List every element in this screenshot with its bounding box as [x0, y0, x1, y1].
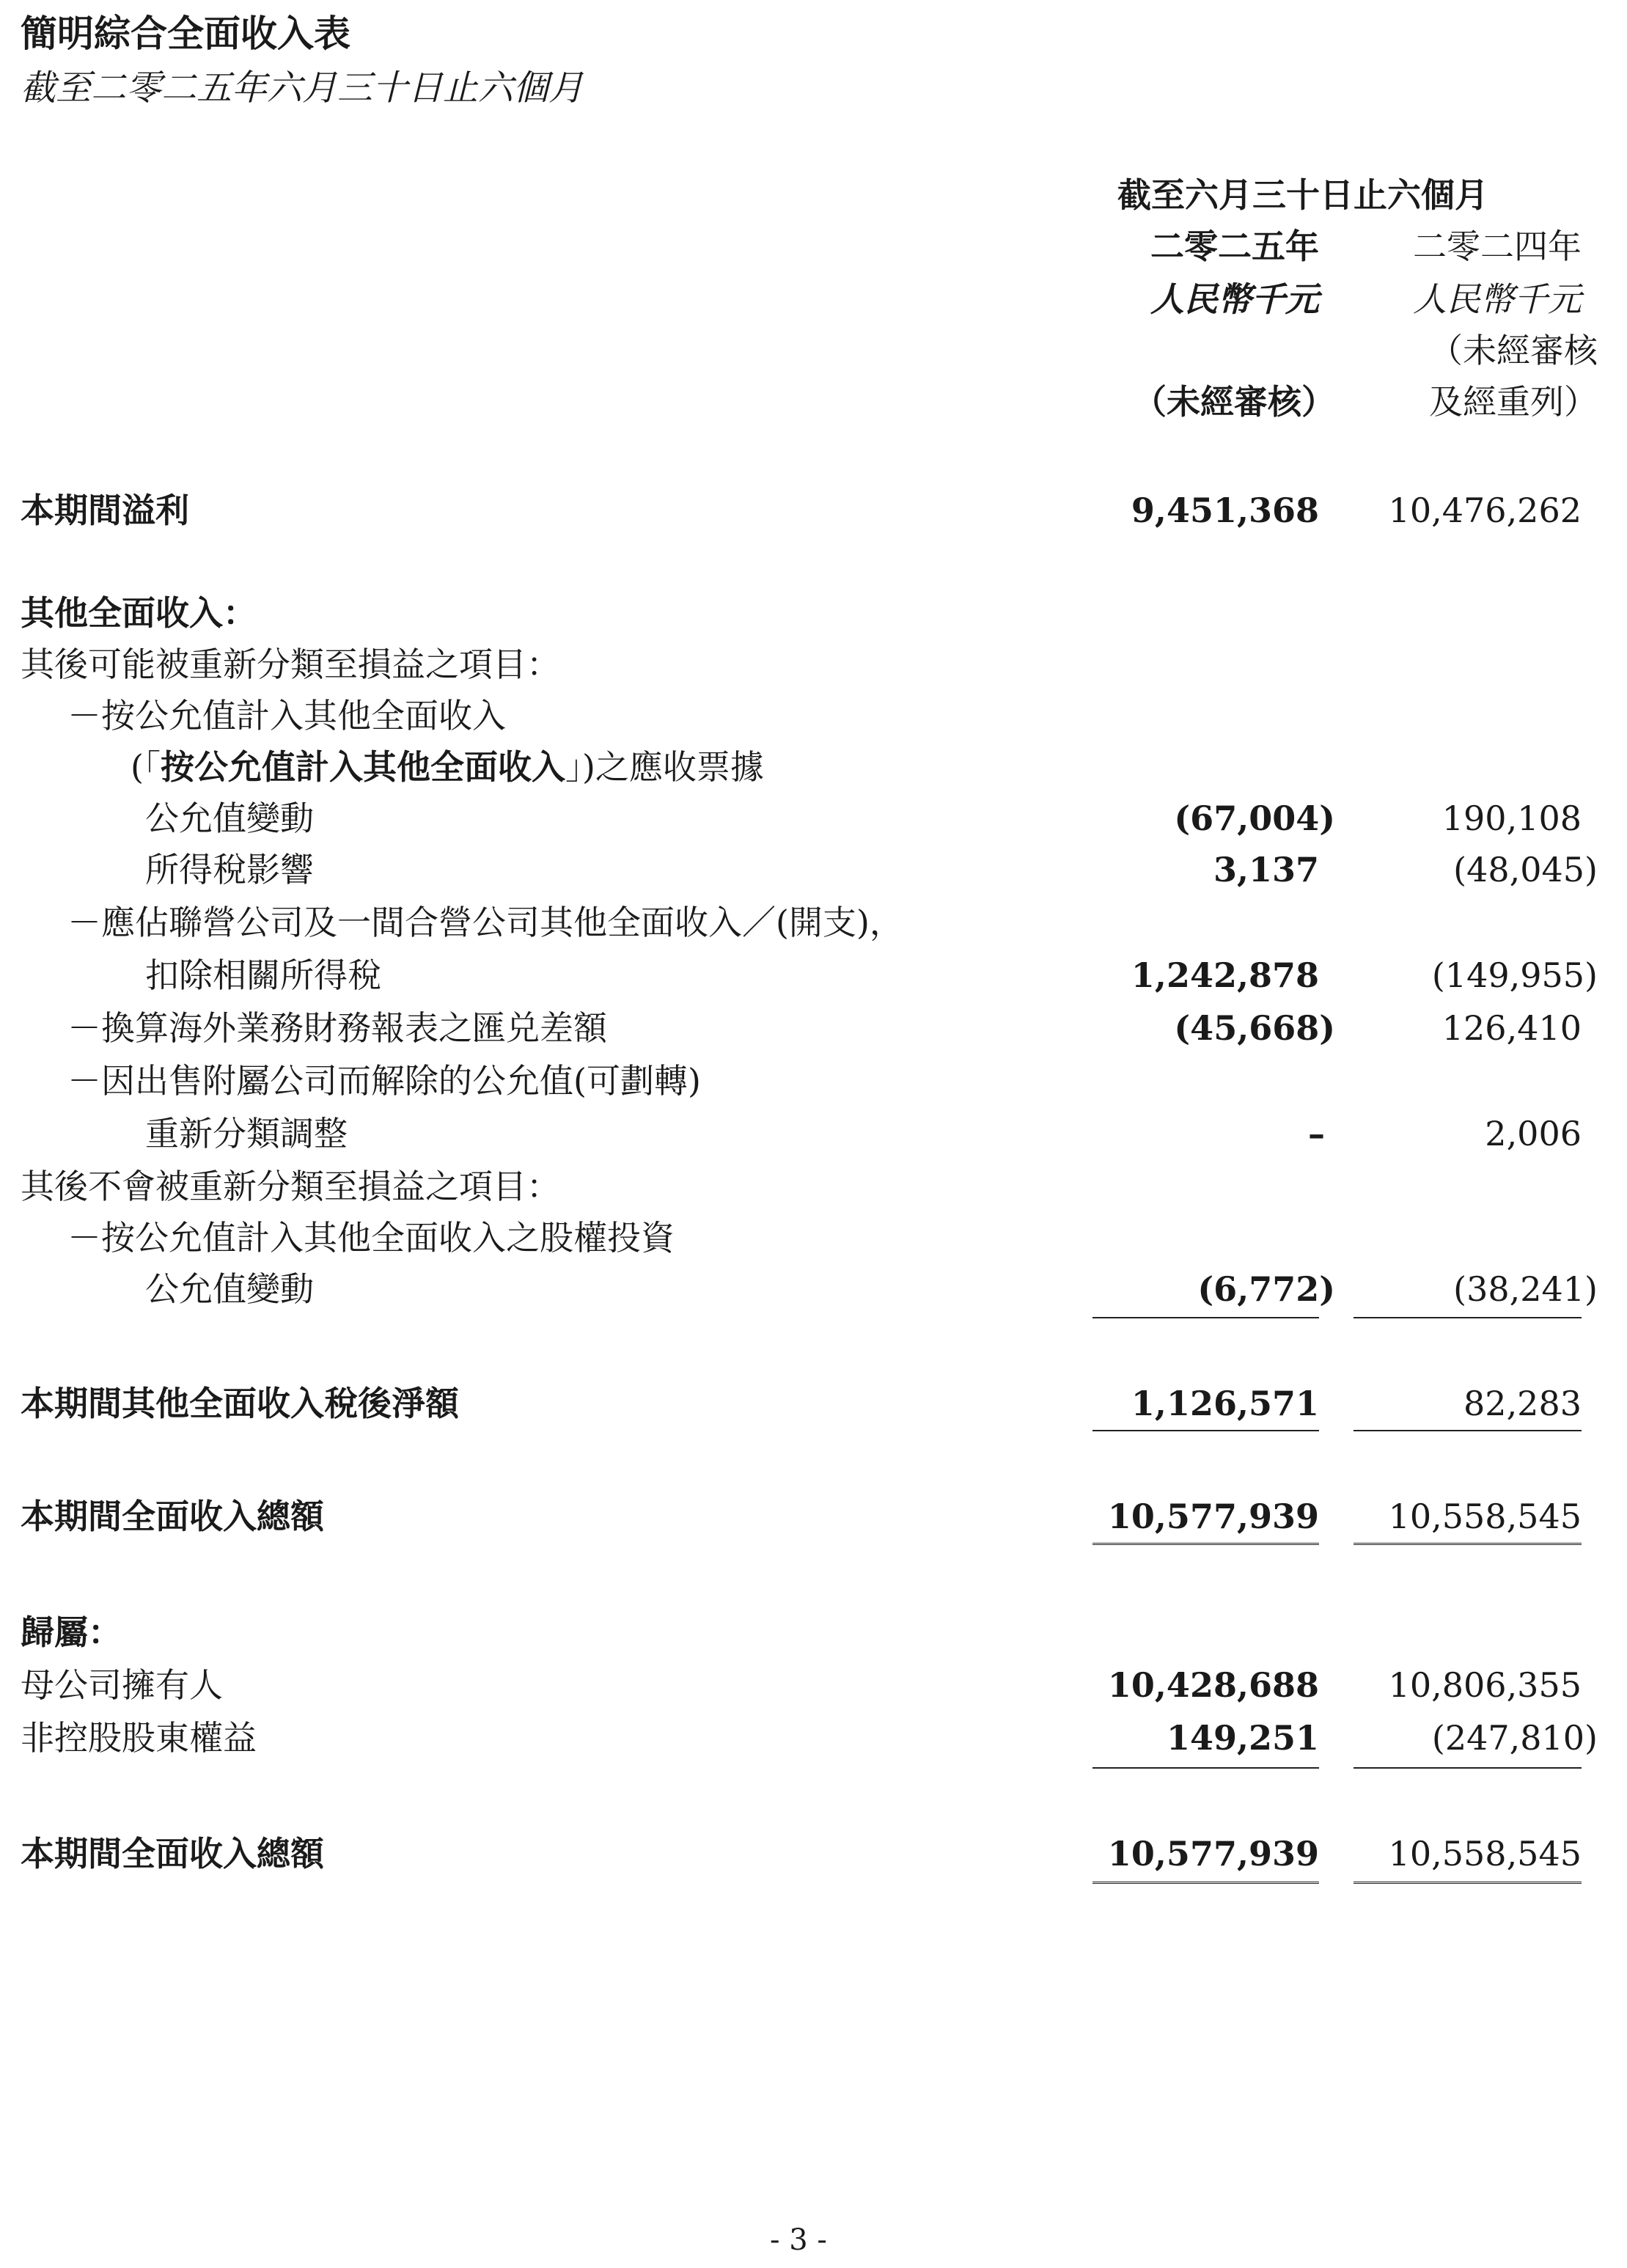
- value-2025: (6,772): [1197, 1269, 1335, 1309]
- row-nci: [0, 1711, 1627, 1764]
- header-unit-2024: 人民幣千元: [1413, 279, 1582, 319]
- bracket-open: (「: [131, 747, 161, 787]
- row-label: －換算海外業務財務報表之匯兑差額: [67, 1008, 607, 1048]
- value-2024: (38,241): [1453, 1269, 1598, 1309]
- total-double-rule-2024: [1354, 1543, 1582, 1549]
- row-tax-effect: [0, 843, 1627, 896]
- subsection-heading: 其後不會被重新分類至損益之項目：: [21, 1167, 560, 1206]
- header-period: 截至六月三十日止六個月: [1117, 175, 1488, 215]
- value-2024: 82,283: [1463, 1384, 1582, 1423]
- row-total-1: [0, 1490, 1627, 1543]
- row-oci-heading: [0, 587, 1627, 639]
- row-assoc-line1: [0, 896, 1627, 949]
- statement-subtitle: 截至二零二五年六月三十日止六個月: [21, 67, 584, 109]
- value-2025: 9,451,368: [1131, 491, 1319, 530]
- row-fvoci-line1: [0, 689, 1627, 742]
- row-label: 公允值變動: [145, 799, 314, 838]
- value-2024: 10,558,545: [1388, 1497, 1582, 1536]
- row-attrib-heading: [0, 1606, 1627, 1659]
- row-owners: [0, 1659, 1627, 1711]
- value-2025: (45,668): [1174, 1008, 1335, 1048]
- value-2024: 190,108: [1441, 799, 1582, 838]
- value-2025: (67,004): [1174, 799, 1335, 838]
- row-disposal-line1: [0, 1054, 1627, 1107]
- row-fx: [0, 1002, 1627, 1054]
- row-reclass-heading: [0, 638, 1627, 691]
- row-oci-net: [0, 1377, 1627, 1430]
- statement-title: 簡明綜合全面收入表: [21, 12, 350, 55]
- subsection-heading: 其後可能被重新分類至損益之項目：: [21, 645, 560, 684]
- value-2024: 126,410: [1441, 1008, 1582, 1048]
- value-2025: 10,577,939: [1107, 1834, 1319, 1874]
- total-double-rule-2024: [1354, 1882, 1582, 1888]
- row-profit: [0, 484, 1627, 537]
- row-fvoci-line2: [0, 741, 1627, 793]
- value-2025: 1,126,571: [1131, 1384, 1319, 1423]
- header-year-2025: 二零二五年: [1150, 227, 1319, 266]
- row-label: 所得稅影響: [145, 850, 314, 889]
- section-heading: 其他全面收入：: [21, 593, 257, 633]
- section-heading: 歸屬：: [21, 1612, 122, 1652]
- row-label: 母公司擁有人: [21, 1665, 223, 1705]
- row-label: 本期間溢利: [21, 491, 189, 530]
- row-assoc: [0, 949, 1627, 1002]
- subtotal-rule-2025: [1092, 1430, 1319, 1431]
- value-2024: (48,045): [1453, 850, 1598, 889]
- row-no-reclass-heading: [0, 1160, 1627, 1213]
- value-2025: 3,137: [1213, 850, 1319, 889]
- value-2024: 10,558,545: [1388, 1834, 1582, 1874]
- row-label: 重新分類調整: [145, 1114, 348, 1153]
- bracket-close: 」)之應收票據: [565, 747, 764, 787]
- header-unit-2025: 人民幣千元: [1150, 279, 1319, 319]
- item-label: －按公允值計入其他全面收入: [67, 696, 506, 735]
- row-label: 本期間其他全面收入稅後淨額: [21, 1384, 459, 1423]
- item-label: －按公允值計入其他全面收入之股權投資: [67, 1218, 675, 1258]
- row-label: 本期間全面收入總額: [21, 1497, 324, 1536]
- row-label: 公允值變動: [145, 1269, 314, 1309]
- value-2024: (247,810): [1431, 1718, 1598, 1758]
- value-2025: 10,428,688: [1107, 1665, 1319, 1705]
- value-2024: (149,955): [1431, 955, 1598, 995]
- subtotal-rule-2025: [1092, 1767, 1319, 1769]
- value-2025: –: [1308, 1114, 1325, 1153]
- value-2024: 2,006: [1485, 1114, 1582, 1153]
- value-2025: 1,242,878: [1131, 955, 1319, 995]
- value-2024: 10,476,262: [1388, 491, 1582, 530]
- item-label: －應佔聯營公司及一間合營公司其他全面收入／(開支)，: [67, 903, 903, 942]
- defined-term: 按公允值計入其他全面收入: [160, 747, 565, 787]
- value-2025: 149,251: [1166, 1718, 1319, 1758]
- total-double-rule-2025: [1092, 1882, 1319, 1888]
- row-total-2: [0, 1827, 1627, 1880]
- row-label: 非控股股東權益: [21, 1718, 257, 1758]
- row-fv-change: [0, 792, 1627, 845]
- header-note-2025: （未經審核）: [1133, 382, 1335, 422]
- row-equity-line1: [0, 1211, 1627, 1264]
- header-note-2024-line2: 及經重列）: [1429, 382, 1598, 422]
- subtotal-rule-2024: [1354, 1317, 1582, 1318]
- total-double-rule-2025: [1092, 1543, 1319, 1549]
- row-label: 本期間全面收入總額: [21, 1834, 324, 1874]
- row-label: 扣除相關所得稅: [145, 955, 381, 995]
- page-number: - 3 -: [770, 2223, 827, 2257]
- subtotal-rule-2024: [1354, 1430, 1582, 1431]
- row-disposal: [0, 1107, 1627, 1160]
- subtotal-rule-2025: [1092, 1317, 1319, 1318]
- row-equity-fv: [0, 1263, 1627, 1315]
- subtotal-rule-2024: [1354, 1767, 1582, 1769]
- item-label-continued: [131, 741, 764, 793]
- header-note-2024-line1: （未經審核: [1429, 331, 1598, 370]
- value-2024: 10,806,355: [1388, 1665, 1582, 1705]
- value-2025: 10,577,939: [1107, 1497, 1319, 1536]
- item-label: －因出售附屬公司而解除的公允值(可劃轉): [67, 1061, 701, 1101]
- header-year-2024: 二零二四年: [1413, 227, 1582, 266]
